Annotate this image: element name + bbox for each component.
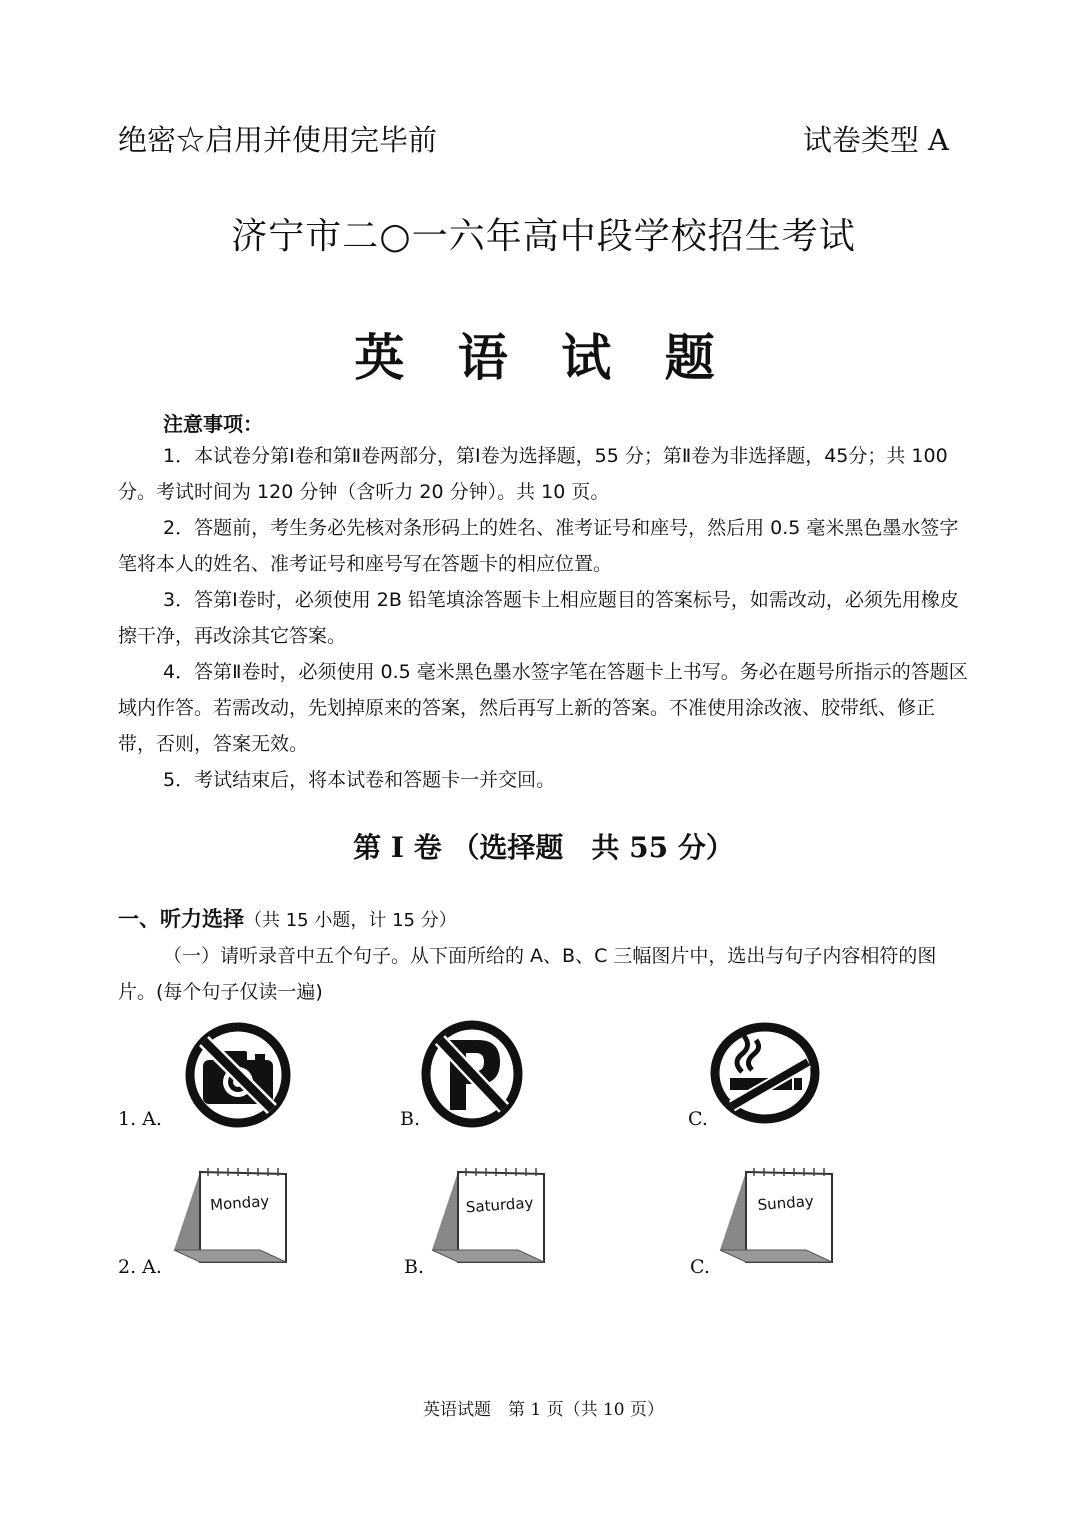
q1-option-c-label: C. xyxy=(688,1108,708,1130)
notice-item: 2．答题前，考生务必先核对条形码上的姓名、准考证号和座号，然后用 0.5 毫米黑色墨水签字笔将本人的姓名、准考证号和座号写在答题卡的相应位置。 xyxy=(118,517,959,575)
section-instruction: （一）请听录音中五个句子。从下面所给的 A、B、C 三幅图片中，选出与句子内容相符的图片。(每个句子仅读一遍) xyxy=(118,945,937,1003)
q2-option-c-label: C. xyxy=(690,1256,710,1278)
section-note: （共 15 小题，计 15 分） xyxy=(244,910,457,931)
calendar-saturday-image xyxy=(426,1162,551,1266)
notice-item: 4．答第Ⅱ卷时，必须使用 0.5 毫米黑色墨水签字笔在答题卡上书写。务必在题号所指示的答题区域内作答。若需改动，先划掉原来的答案，然后再写上新的答案。不准使用涂改液、胶带纸、修正带，否则，答案无效。 xyxy=(118,661,968,755)
calendar-b-label: Saturday xyxy=(465,1193,535,1217)
q1-option-b-label: B. xyxy=(400,1108,421,1130)
exam-title: 济宁市二○一六年高中段学校招生考试 xyxy=(231,216,856,257)
section-heading-text: 一、听力选择 xyxy=(118,907,244,931)
q2-option-b-label: B. xyxy=(404,1256,425,1278)
no-smoking-icon xyxy=(708,1020,822,1126)
paper-type-label: 试卷类型 A xyxy=(802,123,949,157)
q2-option-a-label: 2. A. xyxy=(118,1256,162,1278)
page-footer: 英语试题 第 1 页（共 10 页） xyxy=(422,1400,665,1420)
notice-item: 5．考试结束后，将本试卷和答题卡一并交回。 xyxy=(163,769,556,791)
subject-title: 英 语 试 题 xyxy=(354,328,733,387)
part-title: 第 I 卷 （选择题 共 55 分） xyxy=(353,831,734,864)
q1-option-a-label: 1. A. xyxy=(118,1108,162,1130)
section-heading xyxy=(118,903,457,933)
notice-item: 3．答第Ⅰ卷时，必须使用 2B 铅笔填涂答题卡上相应题目的答案标号，如需改动，必须先用橡皮擦干净，再改涂其它答案。 xyxy=(118,589,959,647)
calendar-monday-image xyxy=(168,1162,293,1266)
notice-item: 1．本试卷分第Ⅰ卷和第Ⅱ卷两部分，第Ⅰ卷为选择题，55 分；第Ⅱ卷为非选择题，45分；共 100 分。考试时间为 120 分钟（含听力 20 分钟）。共 10 页。 xyxy=(118,445,948,503)
confidential-label: 绝密☆启用并使用完毕前 xyxy=(118,123,438,157)
calendar-a-label: Monday xyxy=(209,1191,270,1215)
calendar-sunday-image xyxy=(714,1162,839,1266)
notice-list xyxy=(118,438,970,798)
calendar-c-label: Sunday xyxy=(757,1192,815,1214)
no-photography-icon xyxy=(183,1020,293,1130)
notice-heading: 注意事项： xyxy=(163,412,263,436)
no-parking-icon xyxy=(420,1020,524,1128)
